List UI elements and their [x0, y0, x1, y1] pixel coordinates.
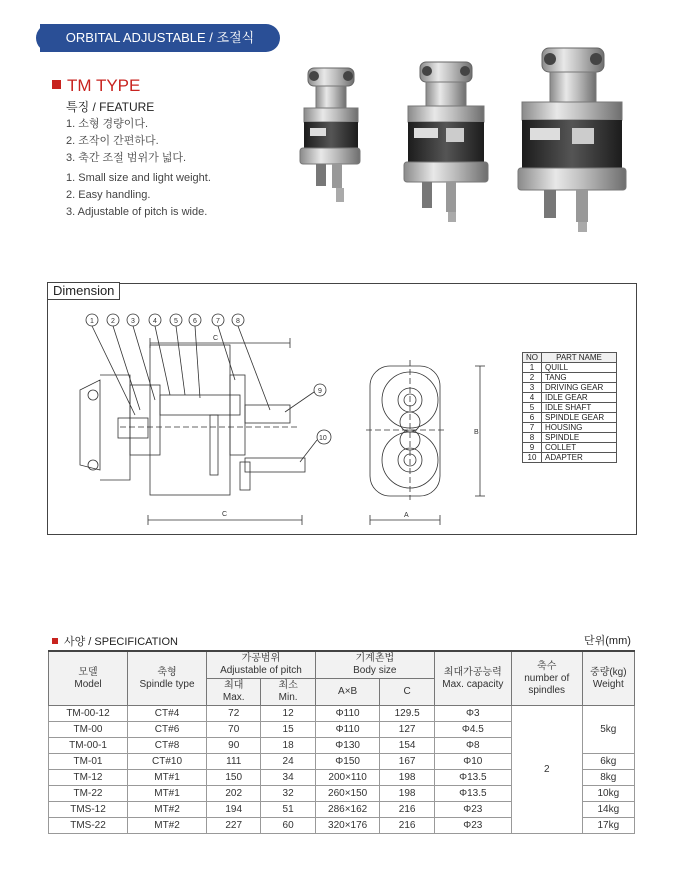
table-row — [49, 706, 635, 722]
part-name: ADAPTER — [542, 453, 617, 463]
part-name: QUILL — [542, 363, 617, 373]
cell-spindles: 2 — [511, 706, 582, 834]
part-no: 5 — [523, 403, 542, 413]
cell-spindle: CT#10 — [128, 754, 207, 770]
cell-spindle: CT#4 — [128, 706, 207, 722]
dim-a: A — [404, 512, 409, 519]
parts-header-name: PART NAME — [542, 353, 617, 363]
table-row — [523, 403, 617, 413]
cell-max: 90 — [207, 738, 261, 754]
cell-axb: 320×176 — [315, 818, 380, 834]
part-name: IDLE GEAR — [542, 393, 617, 403]
header-pitch: 가공범위 Adjustable of pitch — [207, 651, 316, 679]
cell-spindle: MT#2 — [128, 802, 207, 818]
parts-header-no: NO — [523, 353, 542, 363]
callout-2: 2 — [111, 318, 115, 325]
part-no: 7 — [523, 423, 542, 433]
cell-min: 24 — [261, 754, 315, 770]
callout-1: 1 — [90, 318, 94, 325]
cell-max: 202 — [207, 786, 261, 802]
cell-spindle: MT#2 — [128, 818, 207, 834]
cell-model: TMS-22 — [49, 818, 128, 834]
table-row — [523, 393, 617, 403]
table-row — [523, 443, 617, 453]
cell-capacity: Φ4.5 — [434, 722, 511, 738]
cell-min: 18 — [261, 738, 315, 754]
dim-c-bottom: C — [222, 511, 228, 518]
cell-capacity: Φ23 — [434, 802, 511, 818]
cell-weight: 6kg — [582, 754, 634, 770]
part-no: 10 — [523, 453, 542, 463]
part-no: 3 — [523, 383, 542, 393]
feature-en-item: 1. Small size and light weight. — [66, 172, 211, 184]
header-spindle: 축형 Spindle type — [128, 651, 207, 706]
header-max: 최대 Max. — [207, 679, 261, 706]
feature-heading: 특징 / FEATURE — [66, 100, 155, 114]
cell-max: 194 — [207, 802, 261, 818]
cell-min: 34 — [261, 770, 315, 786]
feature-en-item: 3. Adjustable of pitch is wide. — [66, 206, 208, 218]
cell-max: 227 — [207, 818, 261, 834]
spec-title-text: 사양 / SPECIFICATION — [64, 636, 178, 648]
cell-axb: 286×162 — [315, 802, 380, 818]
cell-axb: 260×150 — [315, 786, 380, 802]
header-body: 기계촌법 Body size — [315, 651, 434, 679]
cell-capacity: Φ13.5 — [434, 786, 511, 802]
part-no: 6 — [523, 413, 542, 423]
cell-c: 216 — [380, 802, 434, 818]
cell-model: TM-00-1 — [49, 738, 128, 754]
cell-max: 70 — [207, 722, 261, 738]
callout-10: 10 — [319, 435, 327, 442]
cell-min: 15 — [261, 722, 315, 738]
header-min: 최소 Min. — [261, 679, 315, 706]
cell-capacity: Φ3 — [434, 706, 511, 722]
part-no: 8 — [523, 433, 542, 443]
cell-spindle: MT#1 — [128, 770, 207, 786]
part-name: TANG — [542, 373, 617, 383]
part-name: SPINDLE — [542, 433, 617, 443]
cell-spindle: CT#6 — [128, 722, 207, 738]
callout-6: 6 — [193, 318, 197, 325]
cell-c: 154 — [380, 738, 434, 754]
spec-bullet-icon — [52, 638, 58, 644]
part-no: 2 — [523, 373, 542, 383]
page-title-text: TM TYPE — [67, 76, 141, 95]
header-model: 모델 Model — [49, 651, 128, 706]
cell-spindle: MT#1 — [128, 786, 207, 802]
table-row — [523, 383, 617, 393]
part-name: HOUSING — [542, 423, 617, 433]
cell-model: TM-22 — [49, 786, 128, 802]
table-row — [523, 373, 617, 383]
part-no: 4 — [523, 393, 542, 403]
cell-model: TMS-12 — [49, 802, 128, 818]
part-name: IDLE SHAFT — [542, 403, 617, 413]
cell-weight: 14kg — [582, 802, 634, 818]
cell-axb: Φ150 — [315, 754, 380, 770]
header-weight: 중량(kg) Weight — [582, 651, 634, 706]
header-axb: A×B — [315, 679, 380, 706]
table-row — [523, 363, 617, 373]
part-name: COLLET — [542, 443, 617, 453]
cell-max: 111 — [207, 754, 261, 770]
callout-7: 7 — [216, 318, 220, 325]
feature-ko-item: 3. 축간 조절 범위가 넓다. — [66, 152, 187, 164]
header-c: C — [380, 679, 434, 706]
cell-model: TM-01 — [49, 754, 128, 770]
cell-model: TM-12 — [49, 770, 128, 786]
cell-c: 216 — [380, 818, 434, 834]
feature-ko-item: 1. 소형 경량이다. — [66, 118, 149, 130]
callout-8: 8 — [236, 318, 240, 325]
cell-max: 150 — [207, 770, 261, 786]
cell-min: 60 — [261, 818, 315, 834]
part-name: SPINDLE GEAR — [542, 413, 617, 423]
dim-b: B — [474, 429, 479, 436]
dim-c-top: C — [213, 335, 219, 342]
part-no: 9 — [523, 443, 542, 453]
cell-model: TM-00-12 — [49, 706, 128, 722]
cell-weight: 8kg — [582, 770, 634, 786]
cell-axb: Φ110 — [315, 706, 380, 722]
cell-weight: 10kg — [582, 786, 634, 802]
cell-c: 198 — [380, 770, 434, 786]
cell-capacity: Φ10 — [434, 754, 511, 770]
callout-3: 3 — [131, 318, 135, 325]
category-banner-label: ORBITAL ADJUSTABLE / 조절식 — [65, 30, 255, 45]
cell-c: 167 — [380, 754, 434, 770]
cell-axb: Φ110 — [315, 722, 380, 738]
side-view — [80, 345, 305, 495]
cell-min: 12 — [261, 706, 315, 722]
cell-min: 32 — [261, 786, 315, 802]
cell-axb: 200×110 — [315, 770, 380, 786]
cell-capacity: Φ23 — [434, 818, 511, 834]
table-row — [523, 423, 617, 433]
cell-axb: Φ130 — [315, 738, 380, 754]
parts-header-row — [523, 353, 617, 363]
cell-capacity: Φ13.5 — [434, 770, 511, 786]
cell-min: 51 — [261, 802, 315, 818]
part-no: 1 — [523, 363, 542, 373]
table-row — [523, 433, 617, 443]
cell-weight: 5kg — [582, 706, 634, 754]
spec-unit: 단위(mm) — [584, 635, 631, 647]
feature-ko-item: 2. 조작이 간편하다. — [66, 135, 159, 147]
cell-c: 198 — [380, 786, 434, 802]
spec-title — [52, 633, 178, 649]
callout-bubbles — [86, 314, 331, 462]
callout-9: 9 — [318, 388, 322, 395]
cell-model: TM-00 — [49, 722, 128, 738]
cell-max: 72 — [207, 706, 261, 722]
cell-weight: 17kg — [582, 818, 634, 834]
part-name: DRIVING GEAR — [542, 383, 617, 393]
header-capacity: 최대가공능력 Max. capacity — [434, 651, 511, 706]
dimension-label: Dimension — [47, 282, 120, 300]
table-row — [523, 453, 617, 463]
cell-capacity: Φ8 — [434, 738, 511, 754]
cell-c: 127 — [380, 722, 434, 738]
spec-table — [48, 650, 635, 834]
parts-table — [522, 352, 617, 463]
feature-en-item: 2. Easy handling. — [66, 189, 151, 201]
table-row — [523, 413, 617, 423]
cell-c: 129.5 — [380, 706, 434, 722]
callout-5: 5 — [174, 318, 178, 325]
callout-4: 4 — [153, 318, 157, 325]
cell-spindle: CT#8 — [128, 738, 207, 754]
front-view — [366, 360, 446, 500]
header-spindles: 축수 number of spindles — [511, 651, 582, 706]
